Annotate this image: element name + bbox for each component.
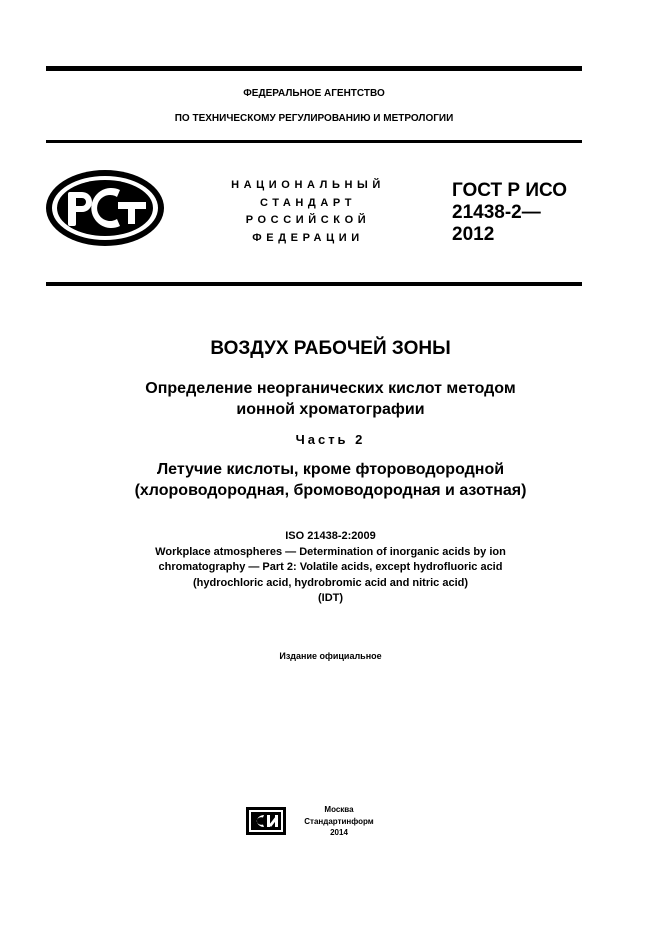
top-rule bbox=[46, 66, 582, 71]
part-title bbox=[0, 459, 661, 501]
iso-line: (hydrochloric acid, hydrobromic acid and nitric acid) bbox=[192, 576, 469, 589]
bottom-rule bbox=[46, 282, 582, 286]
iso-line: chromatography — Part 2: Volatile acids, except hydrofluoric acid bbox=[158, 561, 503, 573]
national-line: СТАНДАРТ bbox=[259, 196, 357, 209]
publisher-city: Москва bbox=[324, 805, 354, 814]
gost-line: 2012 bbox=[452, 224, 495, 245]
national-standard-heading bbox=[210, 177, 406, 247]
iso-line: ISO 21438-2:2009 bbox=[285, 530, 376, 542]
part-title-line: Летучие кислоты, кроме фтороводородной bbox=[156, 461, 505, 478]
document-subtitle bbox=[0, 378, 661, 420]
publisher-name: Стандартинформ bbox=[304, 816, 374, 826]
part-number: Часть 2 bbox=[295, 432, 366, 447]
agency-line-2: ПО ТЕХНИЧЕСКОМУ РЕГУЛИРОВАНИЮ И МЕТРОЛОГИИ bbox=[174, 113, 454, 124]
document-title: ВОЗДУХ РАБОЧЕЙ ЗОНЫ bbox=[210, 338, 451, 359]
edition-note: Издание официальное bbox=[279, 651, 382, 661]
part-title-line: (хлороводородная, бромоводородная и азотная) bbox=[134, 482, 527, 499]
national-line: ФЕДЕРАЦИИ bbox=[252, 231, 364, 244]
subtitle-line: ионной хроматографии bbox=[236, 401, 425, 418]
gost-line: 21438-2— bbox=[452, 202, 541, 223]
iso-line: Workplace atmospheres — Determination of inorganic acids by ion bbox=[155, 545, 506, 558]
gost-line: ГОСТ Р ИСО bbox=[452, 180, 568, 201]
national-line: РОССИЙСКОЙ bbox=[245, 214, 371, 226]
rst-certification-mark-icon bbox=[44, 168, 166, 248]
middle-rule bbox=[46, 140, 582, 143]
standartinform-logo-icon bbox=[246, 807, 286, 835]
national-line: НАЦИОНАЛЬНЫЙ bbox=[231, 179, 385, 191]
iso-reference bbox=[0, 529, 661, 607]
agency-line-1: ФЕДЕРАЛЬНОЕ АГЕНТСТВО bbox=[243, 88, 385, 99]
publisher-year: 2014 bbox=[330, 828, 348, 837]
publisher-info bbox=[294, 804, 384, 839]
subtitle-line: Определение неорганических кислот методом bbox=[145, 380, 516, 397]
iso-line: (IDT) bbox=[317, 592, 344, 604]
gost-designation bbox=[452, 180, 567, 246]
